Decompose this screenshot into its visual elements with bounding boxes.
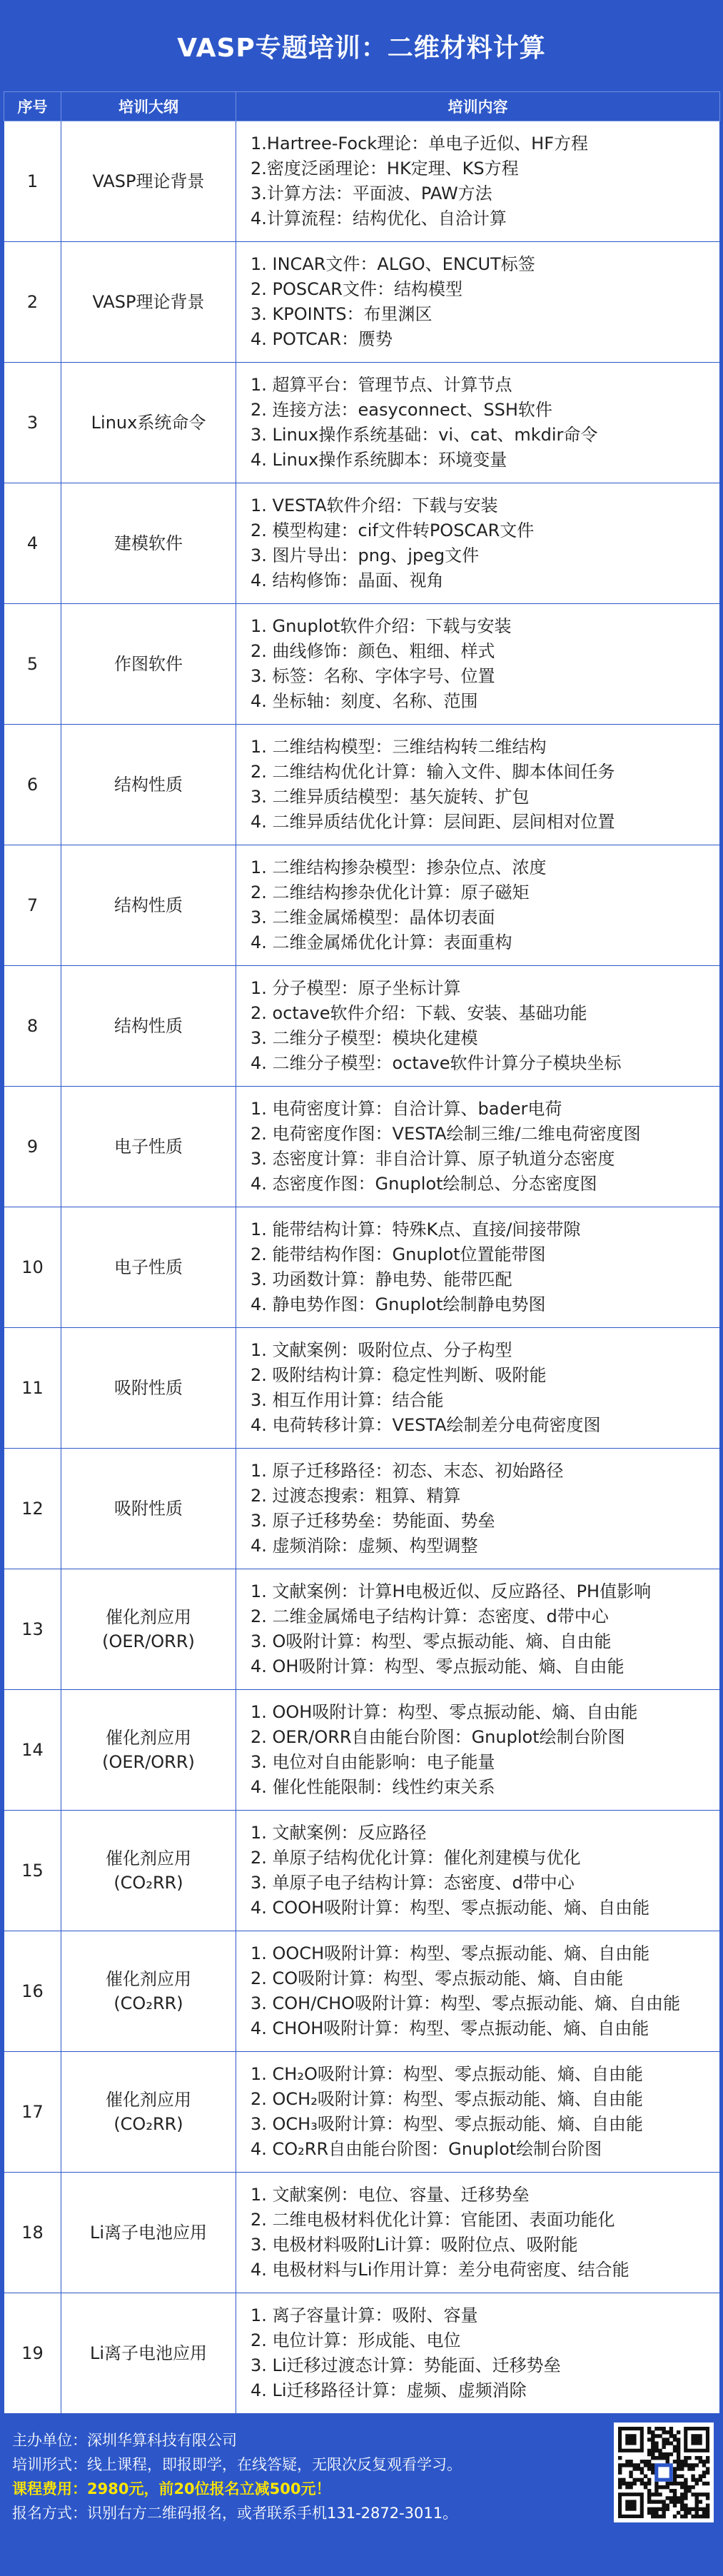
content-item: 2. CO吸附计算：构型、零点振动能、熵、自由能	[251, 1968, 624, 1988]
content-item: 1. 离子容量计算：吸附、容量	[251, 2305, 478, 2325]
row-number: 11	[4, 1328, 61, 1449]
outline-line: 吸附性质	[114, 1378, 183, 1398]
content-item: 2. 电荷密度作图：VESTA绘制三维/二维电荷密度图	[251, 1124, 641, 1144]
row-outline	[61, 242, 236, 363]
row-outline	[61, 121, 236, 242]
row-number: 1	[4, 121, 61, 242]
content-item: 4. Li迁移路径计算：虚频、虚频消除	[251, 2380, 527, 2400]
content-item: 3. 标签：名称、字体字号、位置	[251, 666, 495, 686]
outline-line: Linux系统命令	[91, 413, 206, 433]
row-content	[236, 1569, 720, 1690]
outline-line: (OER/ORR)	[102, 1752, 195, 1772]
content-item: 1. 文献案例：吸附位点、分子构型	[251, 1340, 512, 1360]
content-item: 4. 结构修饰：晶面、视角	[251, 570, 444, 590]
content-item: 2. 能带结构作图：Gnuplot位置能带图	[251, 1244, 546, 1264]
table-row	[4, 242, 720, 363]
outline-line: 催化剂应用	[106, 1969, 191, 1989]
content-item: 4. 催化性能限制：线性约束关系	[251, 1777, 495, 1797]
row-number: 8	[4, 966, 61, 1087]
footer-organizer: 主办单位：深圳华算科技有限公司	[12, 2432, 237, 2449]
content-item: 4. 态密度作图：Gnuplot绘制总、分态密度图	[251, 1174, 597, 1194]
footer-signup: 报名方式：识别右方二维码报名，或者联系手机131-2872-3011。	[12, 2505, 458, 2522]
outline-line: 吸附性质	[114, 1499, 183, 1519]
row-content	[236, 242, 720, 363]
row-outline	[61, 1931, 236, 2052]
table-row	[4, 2173, 720, 2293]
row-outline	[61, 1449, 236, 1569]
content-item: 3. COH/CHO吸附计算：构型、零点振动能、熵、自由能	[251, 1993, 681, 2013]
header-outline: 培训大纲	[61, 92, 236, 121]
row-outline	[61, 1207, 236, 1328]
row-number: 3	[4, 363, 61, 483]
content-item: 3. Linux操作系统基础：vi、cat、mkdir命令	[251, 425, 598, 445]
table-row	[4, 121, 720, 242]
content-item: 1. 二维结构掺杂模型：掺杂位点、浓度	[251, 857, 547, 877]
row-content	[236, 1449, 720, 1569]
row-content	[236, 604, 720, 725]
table-row	[4, 1811, 720, 1931]
content-item: 2. 二维结构掺杂优化计算：原子磁矩	[251, 882, 530, 902]
content-item: 1. CH₂O吸附计算：构型、零点振动能、熵、自由能	[251, 2064, 643, 2084]
row-outline	[61, 966, 236, 1087]
row-outline	[61, 1811, 236, 1931]
content-item: 3. 二维异质结模型：基矢旋转、扩包	[251, 787, 530, 807]
content-item: 3. 态密度计算：非自洽计算、原子轨道分态密度	[251, 1149, 615, 1169]
content-item: 2.密度泛函理论：HK定理、KS方程	[251, 159, 519, 178]
row-number: 10	[4, 1207, 61, 1328]
content-item: 1. 分子模型：原子坐标计算	[251, 978, 461, 998]
table-row	[4, 845, 720, 966]
outline-line: 结构性质	[114, 895, 183, 915]
content-item: 4. 二维异质结优化计算：层间距、层间相对位置	[251, 812, 615, 832]
row-content	[236, 1690, 720, 1811]
content-item: 4. 虚频消除：虚频、构型调整	[251, 1536, 478, 1556]
content-item: 4. POTCAR：赝势	[251, 329, 393, 349]
table-row	[4, 1569, 720, 1690]
content-item: 2. 二维结构优化计算：输入文件、脚本体间任务	[251, 762, 615, 782]
content-item: 3. KPOINTS：布里渊区	[251, 304, 433, 324]
outline-line: 催化剂应用	[106, 1848, 191, 1868]
footer-price: 课程费用：2980元，前20位报名立减500元！	[12, 2480, 331, 2497]
row-number: 13	[4, 1569, 61, 1690]
content-item: 4. 二维分子模型：octave软件计算分子模块坐标	[251, 1053, 622, 1073]
training-table	[4, 91, 720, 2414]
row-number: 17	[4, 2052, 61, 2173]
row-outline	[61, 2173, 236, 2293]
table-row	[4, 604, 720, 725]
outline-line: Li离子电池应用	[89, 2223, 208, 2243]
content-item: 2. 过渡态搜索：粗算、精算	[251, 1486, 461, 1506]
content-item: 3. 二维金属烯模型：晶体切表面	[251, 907, 495, 927]
content-item: 2. 单原子结构优化计算：催化剂建模与优化	[251, 1848, 581, 1868]
outline-line: (CO₂RR)	[113, 1873, 183, 1893]
row-outline	[61, 845, 236, 966]
content-item: 4. OH吸附计算：构型、零点振动能、熵、自由能	[251, 1656, 625, 1676]
content-item: 3. OCH₃吸附计算：构型、零点振动能、熵、自由能	[251, 2114, 643, 2134]
row-number: 6	[4, 725, 61, 845]
row-number: 14	[4, 1690, 61, 1811]
content-item: 2. OER/ORR自由能台阶图：Gnuplot绘制台阶图	[251, 1727, 625, 1747]
outline-line: (OER/ORR)	[102, 1631, 195, 1651]
content-item: 3. O吸附计算：构型、零点振动能、熵、自由能	[251, 1631, 612, 1651]
content-item: 1. 超算平台：管理节点、计算节点	[251, 375, 512, 395]
content-item: 4. 电荷转移计算：VESTA绘制差分电荷密度图	[251, 1415, 601, 1435]
content-item: 3. 电极材料吸附Li计算：吸附位点、吸附能	[251, 2235, 578, 2255]
table-row	[4, 2052, 720, 2173]
table-row	[4, 1931, 720, 2052]
table-row	[4, 1690, 720, 1811]
content-item: 2. 连接方法：easyconnect、SSH软件	[251, 400, 552, 420]
outline-line: 电子性质	[114, 1137, 183, 1157]
table-row	[4, 363, 720, 483]
content-item: 2. 二维电极材料优化计算：官能团、表面功能化	[251, 2210, 615, 2230]
header-content: 培训内容	[236, 92, 720, 121]
content-item: 4. Linux操作系统脚本：环境变量	[251, 450, 507, 470]
row-content	[236, 363, 720, 483]
content-item: 4. COOH吸附计算：构型、零点振动能、熵、自由能	[251, 1898, 650, 1918]
footer-format: 培训形式：线上课程，即报即学，在线答疑，无限次反复观看学习。	[12, 2456, 462, 2473]
content-item: 4. CHOH吸附计算：构型、零点振动能、熵、自由能	[251, 2018, 649, 2038]
row-outline	[61, 1087, 236, 1207]
row-number: 19	[4, 2293, 61, 2414]
footer	[4, 2414, 719, 2576]
row-content	[236, 2293, 720, 2414]
content-item: 4. 二维金属烯优化计算：表面重构	[251, 932, 512, 952]
outline-line: 电子性质	[114, 1257, 183, 1277]
row-number: 15	[4, 1811, 61, 1931]
content-item: 1. OOCH吸附计算：构型、零点振动能、熵、自由能	[251, 1943, 650, 1963]
content-item: 1. 原子迁移路径：初态、末态、初始路径	[251, 1461, 564, 1481]
row-content	[236, 1931, 720, 2052]
row-content	[236, 966, 720, 1087]
outline-line: Li离子电池应用	[89, 2343, 208, 2363]
table-row	[4, 966, 720, 1087]
row-number: 4	[4, 483, 61, 604]
row-content	[236, 1328, 720, 1449]
content-item: 1. 二维结构模型：三维结构转二维结构	[251, 737, 547, 757]
content-item: 3. Li迁移过渡态计算：势能面、迁移势垒	[251, 2355, 561, 2375]
content-item: 4. CO₂RR自由能台阶图：Gnuplot绘制台阶图	[251, 2139, 602, 2159]
table-row	[4, 2293, 720, 2414]
row-outline	[61, 604, 236, 725]
outline-line: (CO₂RR)	[113, 2114, 183, 2134]
content-item: 4. 静电势作图：Gnuplot绘制静电势图	[251, 1294, 546, 1314]
row-content	[236, 725, 720, 845]
content-item: 1. OOH吸附计算：构型、零点振动能、熵、自由能	[251, 1702, 638, 1722]
qr-code-icon[interactable]	[614, 2422, 714, 2522]
row-content	[236, 121, 720, 242]
row-outline	[61, 2052, 236, 2173]
content-item: 3. 图片导出：png、jpeg文件	[251, 545, 480, 565]
table-row	[4, 1087, 720, 1207]
table-row	[4, 1328, 720, 1449]
row-outline	[61, 1690, 236, 1811]
outline-line: 建模软件	[114, 533, 183, 553]
row-outline	[61, 483, 236, 604]
row-outline	[61, 363, 236, 483]
row-content	[236, 1207, 720, 1328]
row-outline	[61, 2293, 236, 2414]
outline-line: 结构性质	[114, 1016, 183, 1036]
row-number: 12	[4, 1449, 61, 1569]
content-item: 3. 原子迁移势垒：势能面、势垒	[251, 1511, 495, 1531]
row-number: 16	[4, 1931, 61, 2052]
content-item: 1. 文献案例：计算H电极近似、反应路径、PH值影响	[251, 1581, 652, 1601]
row-number: 9	[4, 1087, 61, 1207]
page-title: VASP专题培训：二维材料计算	[177, 33, 546, 63]
table-header-row	[4, 92, 720, 121]
outline-line: 催化剂应用	[106, 1728, 191, 1748]
content-item: 3.计算方法：平面波、PAW方法	[251, 183, 492, 203]
content-item: 1. INCAR文件：ALGO、ENCUT标签	[251, 254, 535, 274]
row-content	[236, 1811, 720, 1931]
content-item: 3. 二维分子模型：模块化建模	[251, 1028, 478, 1048]
content-item: 3. 相互作用计算：结合能	[251, 1390, 444, 1410]
row-outline	[61, 1328, 236, 1449]
outline-line: VASP理论背景	[92, 171, 205, 191]
outline-line: 结构性质	[114, 775, 183, 795]
row-content	[236, 2052, 720, 2173]
content-item: 2. 曲线修饰：颜色、粗细、样式	[251, 641, 495, 661]
row-content	[236, 1087, 720, 1207]
row-number: 18	[4, 2173, 61, 2293]
outline-line: (CO₂RR)	[113, 1993, 183, 2013]
row-content	[236, 2173, 720, 2293]
content-item: 1.Hartree-Fock理论：单电子近似、HF方程	[251, 134, 589, 154]
outline-line: VASP理论背景	[92, 292, 205, 312]
content-item: 1. 电荷密度计算：自洽计算、bader电荷	[251, 1099, 562, 1119]
outline-line: 催化剂应用	[106, 1607, 191, 1627]
content-item: 4.计算流程：结构优化、自洽计算	[251, 208, 507, 228]
content-item: 2. 电位计算：形成能、电位	[251, 2330, 461, 2350]
content-item: 1. VESTA软件介绍：下载与安装	[251, 495, 498, 515]
content-item: 2. OCH₂吸附计算：构型、零点振动能、熵、自由能	[251, 2089, 643, 2109]
row-number: 5	[4, 604, 61, 725]
table-row	[4, 483, 720, 604]
content-item: 1. 文献案例：反应路径	[251, 1823, 427, 1843]
content-item: 2. 吸附结构计算：稳定性判断、吸附能	[251, 1365, 547, 1385]
content-item: 2. 二维金属烯电子结构计算：态密度、d带中心	[251, 1606, 609, 1626]
content-item: 2. 模型构建：cif文件转POSCAR文件	[251, 520, 535, 540]
table-row	[4, 1449, 720, 1569]
content-item: 2. POSCAR文件：结构模型	[251, 279, 462, 299]
content-item: 4. 电极材料与Li作用计算：差分电荷密度、结合能	[251, 2260, 630, 2280]
row-number: 2	[4, 242, 61, 363]
content-item: 3. 电位对自由能影响：电子能量	[251, 1752, 495, 1772]
content-item: 4. 坐标轴：刻度、名称、范围	[251, 691, 478, 711]
outline-line: 催化剂应用	[106, 2090, 191, 2110]
content-item: 3. 功函数计算：静电势、能带匹配	[251, 1269, 512, 1289]
content-item: 1. 文献案例：电位、容量、迁移势垒	[251, 2185, 530, 2205]
row-outline	[61, 1569, 236, 1690]
row-outline	[61, 725, 236, 845]
content-item: 3. 单原子电子结构计算：态密度、d带中心	[251, 1873, 575, 1893]
row-content	[236, 483, 720, 604]
row-content	[236, 845, 720, 966]
table-row	[4, 1207, 720, 1328]
header-no: 序号	[4, 92, 61, 121]
outline-line: 作图软件	[114, 654, 183, 674]
content-item: 1. Gnuplot软件介绍：下载与安装	[251, 616, 512, 636]
row-number: 7	[4, 845, 61, 966]
table-row	[4, 725, 720, 845]
content-item: 2. octave软件介绍：下载、安装、基础功能	[251, 1003, 587, 1023]
content-item: 1. 能带结构计算：特殊K点、直接/间接带隙	[251, 1219, 581, 1239]
